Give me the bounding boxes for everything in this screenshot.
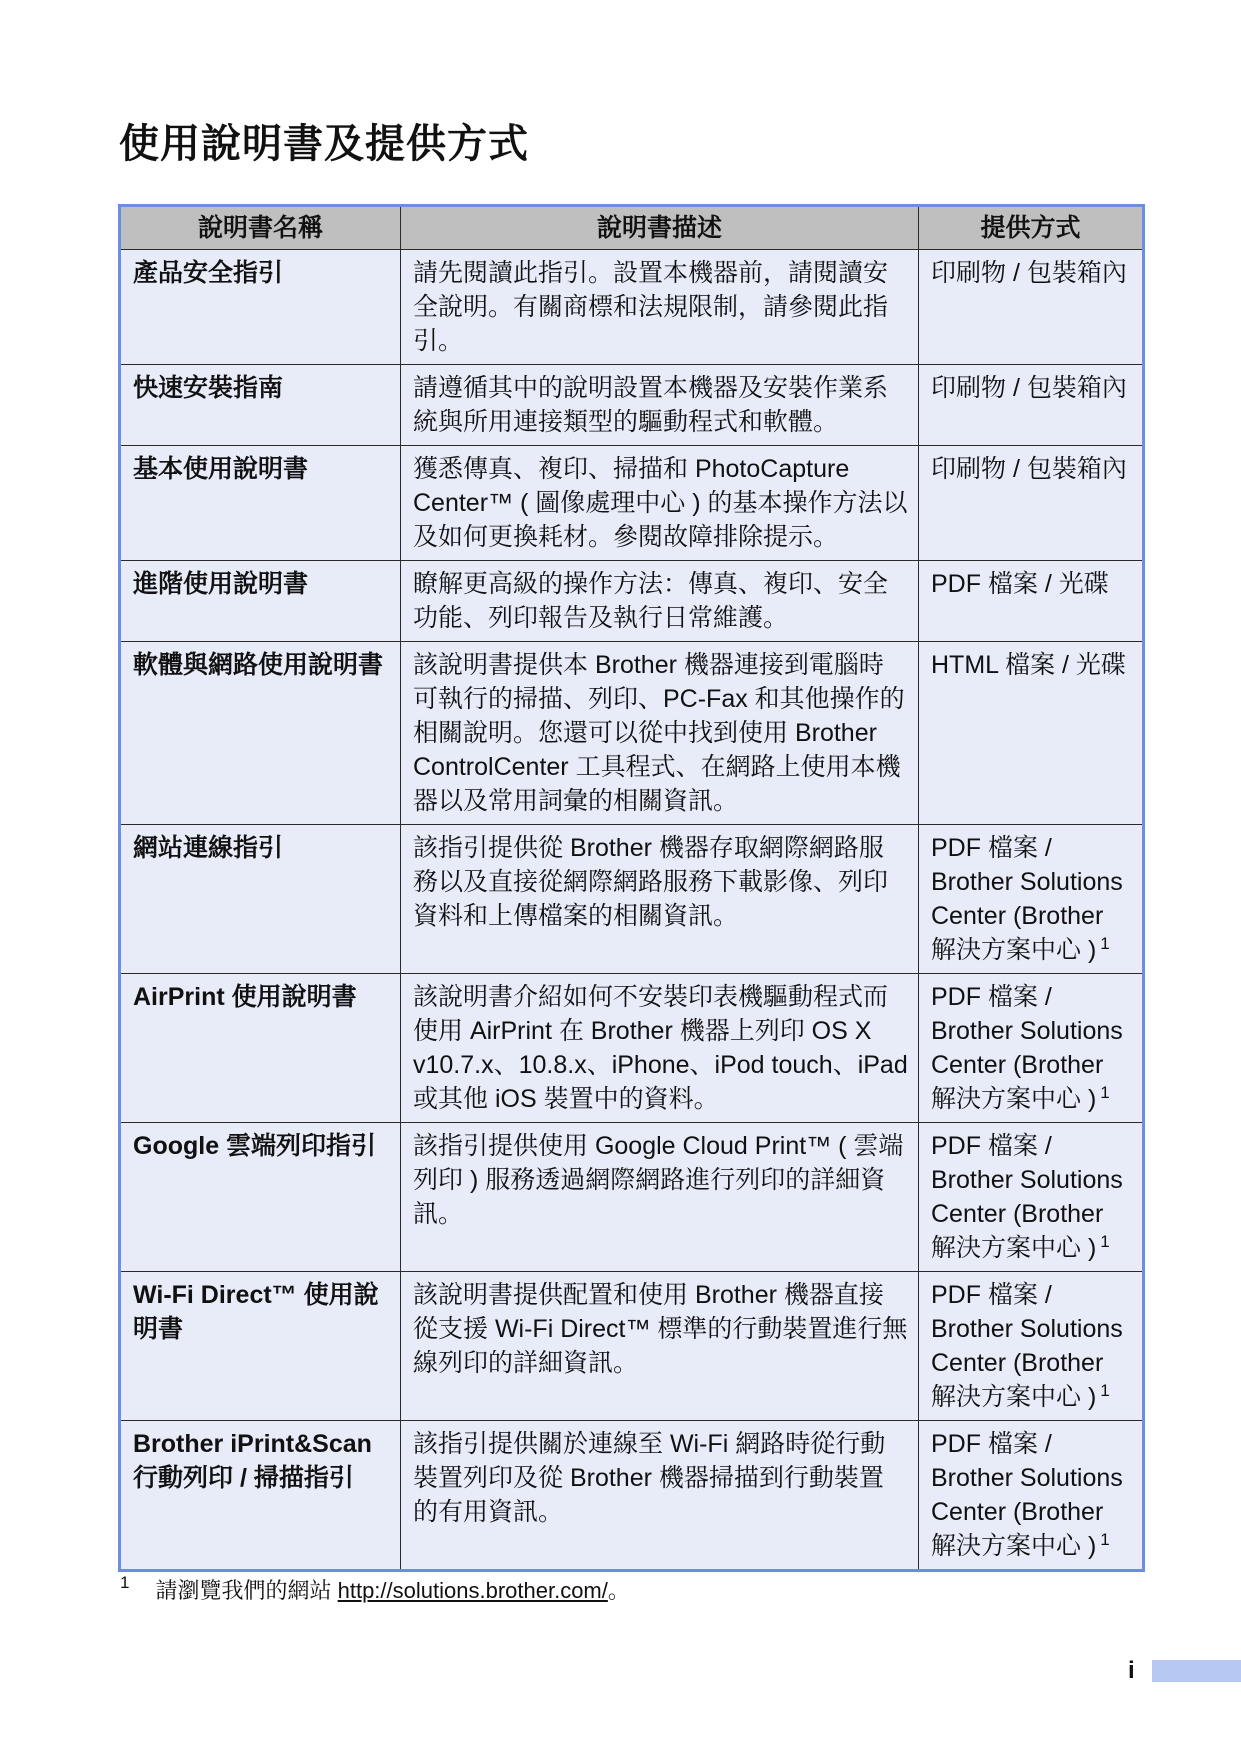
table-row xyxy=(120,250,1144,365)
manual-name-cell: 進階使用說明書 xyxy=(120,561,401,642)
provision-text: 印刷物 / 包裝箱內 xyxy=(931,259,1127,287)
table-row xyxy=(120,365,1144,446)
manual-name-cell: 快速安裝指南 xyxy=(120,365,401,446)
provision-cell xyxy=(919,1123,1144,1272)
provision-text: PDF 檔案 / Brother Solutions Center (Brother 解決方案中心 ) xyxy=(931,834,1123,964)
manual-name-cell: AirPrint 使用說明書 xyxy=(120,974,401,1123)
solutions-center-link[interactable]: http://solutions.brother.com/ xyxy=(337,1578,608,1603)
provision-cell xyxy=(919,642,1144,825)
manual-description-cell: 請遵循其中的說明設置本機器及安裝作業系統與所用連接類型的驅動程式和軟體。 xyxy=(401,365,919,446)
provision-text: PDF 檔案 / 光碟 xyxy=(931,570,1109,598)
provision-text: PDF 檔案 / Brother Solutions Center (Brother 解決方案中心 ) xyxy=(931,1430,1123,1560)
manual-name-cell: 軟體與網路使用說明書 xyxy=(120,642,401,825)
provision-cell xyxy=(919,974,1144,1123)
manual-description-cell: 該指引提供使用 Google Cloud Print™ ( 雲端列印 ) 服務透過網際網路進行列印的詳細資訊。 xyxy=(401,1123,919,1272)
manual-description-cell: 該說明書提供本 Brother 機器連接到電腦時可執行的掃描、列印、PC-Fax 和其他操作的相關說明。您還可以從中找到使用 Brother ControlCenter 工具程式、在網路上使用本機器以及常用詞彙的相關資訊。 xyxy=(401,642,919,825)
provision-cell xyxy=(919,365,1144,446)
manuals-table xyxy=(118,204,1145,1572)
provision-cell xyxy=(919,446,1144,561)
footnote-marker: 1 xyxy=(1100,1082,1110,1102)
provision-cell xyxy=(919,250,1144,365)
provision-text: PDF 檔案 / Brother Solutions Center (Brother 解決方案中心 ) xyxy=(931,983,1123,1113)
table-row xyxy=(120,1272,1144,1421)
manual-name-cell: Google 雲端列印指引 xyxy=(120,1123,401,1272)
manual-description-cell: 該指引提供從 Brother 機器存取網際網路服務以及直接從網際網路服務下載影像、列印資料和上傳檔案的相關資訊。 xyxy=(401,825,919,974)
provision-text: PDF 檔案 / Brother Solutions Center (Brother 解決方案中心 ) xyxy=(931,1132,1123,1262)
footnote-marker: 1 xyxy=(1100,1529,1110,1549)
provision-text: PDF 檔案 / Brother Solutions Center (Brother 解決方案中心 ) xyxy=(931,1281,1123,1411)
manual-description-cell: 請先閱讀此指引。設置本機器前，請閱讀安全說明。有關商標和法規限制，請參閱此指引。 xyxy=(401,250,919,365)
footnote-marker: 1 xyxy=(1100,1380,1110,1400)
provision-cell xyxy=(919,825,1144,974)
footnote-end: 。 xyxy=(607,1578,630,1603)
table-row xyxy=(120,642,1144,825)
manual-name-cell: Wi-Fi Direct™ 使用說明書 xyxy=(120,1272,401,1421)
provision-text: 印刷物 / 包裝箱內 xyxy=(931,455,1127,483)
footnote-text: 請瀏覽我們的網站 xyxy=(155,1578,332,1603)
manual-description-cell: 瞭解更高級的操作方法：傳真、複印、安全功能、列印報告及執行日常維護。 xyxy=(401,561,919,642)
manual-description-cell: 該指引提供關於連線至 Wi-Fi 網路時從行動裝置列印及從 Brother 機器掃描到行動裝置的有用資訊。 xyxy=(401,1421,919,1571)
manual-name-cell: 產品安全指引 xyxy=(120,250,401,365)
table-row xyxy=(120,974,1144,1123)
footnote xyxy=(120,1574,630,1605)
provision-text: 印刷物 / 包裝箱內 xyxy=(931,374,1127,402)
footnote-number: 1 xyxy=(120,1573,130,1592)
manual-description-cell: 該說明書提供配置和使用 Brother 機器直接從支援 Wi-Fi Direct™ 標準的行動裝置進行無線列印的詳細資訊。 xyxy=(401,1272,919,1421)
table-row xyxy=(120,1123,1144,1272)
page-number: i xyxy=(1128,1657,1135,1684)
provision-cell xyxy=(919,1272,1144,1421)
manual-description-cell: 獲悉傳真、複印、掃描和 PhotoCapture Center™ ( 圖像處理中心 ) 的基本操作方法以及如何更換耗材。參閱故障排除提示。 xyxy=(401,446,919,561)
footnote-marker: 1 xyxy=(1100,1231,1110,1251)
header-manual-description: 說明書描述 xyxy=(401,206,919,250)
footnote-marker: 1 xyxy=(1100,933,1110,953)
table-header-row xyxy=(120,206,1144,250)
manual-name-cell: 網站連線指引 xyxy=(120,825,401,974)
table-row xyxy=(120,1421,1144,1571)
provision-text: HTML 檔案 / 光碟 xyxy=(931,651,1126,679)
provision-cell xyxy=(919,1421,1144,1571)
provision-cell xyxy=(919,561,1144,642)
manual-name-cell: 基本使用說明書 xyxy=(120,446,401,561)
page-title: 使用說明書及提供方式 xyxy=(119,122,529,166)
header-manual-name: 說明書名稱 xyxy=(120,206,401,250)
page-tab-marker xyxy=(1152,1660,1241,1682)
table-row xyxy=(120,446,1144,561)
table-row xyxy=(120,561,1144,642)
manual-name-cell: Brother iPrint&Scan 行動列印 / 掃描指引 xyxy=(120,1421,401,1571)
table-row xyxy=(120,825,1144,974)
header-provision-method: 提供方式 xyxy=(919,206,1144,250)
manual-description-cell: 該說明書介紹如何不安裝印表機驅動程式而使用 AirPrint 在 Brother 機器上列印 OS X v10.7.x、10.8.x、iPhone、iPod touch、iPad 或其他 iOS 裝置中的資料。 xyxy=(401,974,919,1123)
